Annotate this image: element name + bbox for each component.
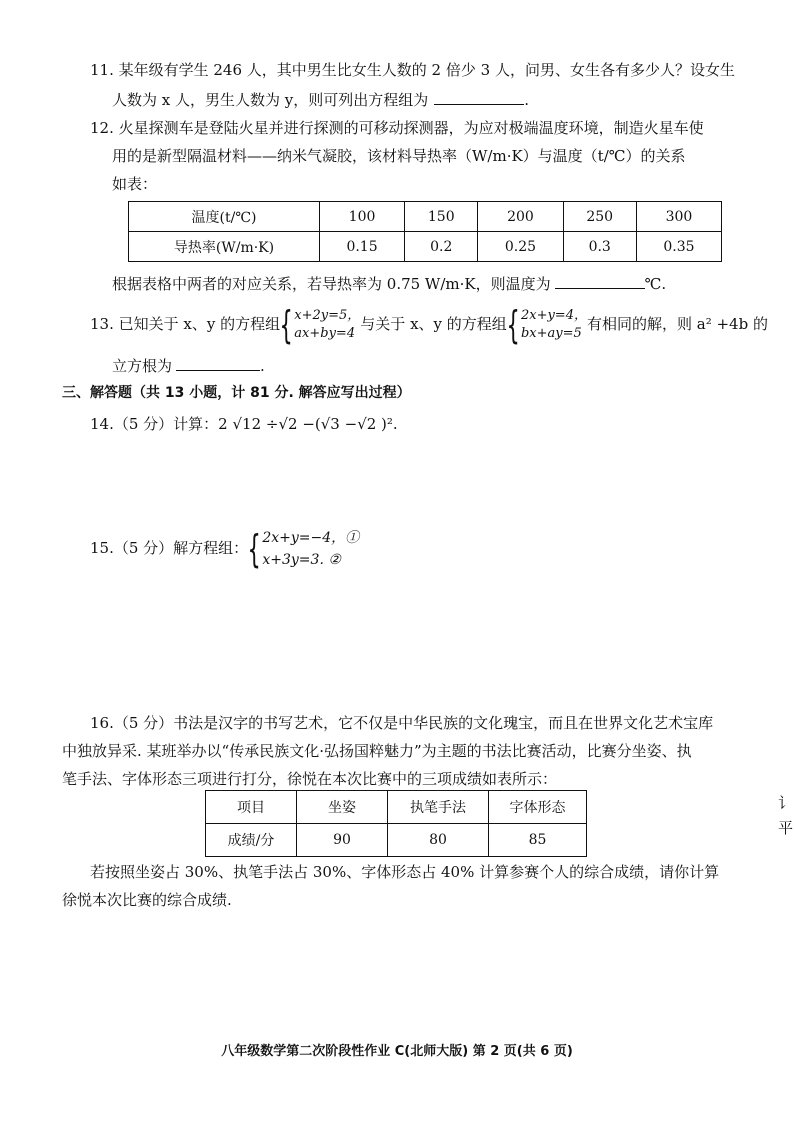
q15-system: { 2x+y=−4，① x+3y=3. ② [247, 527, 360, 571]
q12-answer-blank[interactable] [555, 274, 645, 289]
q12-table-row [129, 232, 722, 262]
q12-table-row [129, 202, 722, 232]
table-cell: 150 [405, 202, 478, 232]
table-cell: 坐姿 [297, 791, 388, 824]
brace-icon: { [506, 303, 520, 347]
table-cell: 0.25 [478, 232, 563, 262]
table-cell: 250 [563, 202, 636, 232]
table-cell: 300 [636, 202, 721, 232]
margin-char: 平 [778, 819, 794, 837]
q11-line2: 人数为 x 人，男生人数为 y，则可列出方程组为 . [112, 91, 530, 109]
q16-after2: 徐悦本次比赛的综合成绩. [62, 891, 232, 909]
q16-after1: 若按照坐姿占 30%、执笔手法占 30%、字体形态占 40% 计算参赛个人的综合成绩，请你计算 [90, 863, 720, 881]
table-cell: 0.35 [636, 232, 721, 262]
brace-icon: { [279, 303, 293, 347]
q16-line3: 笔手法、字体形态三项进行打分，徐悦在本次比赛中的三项成绩如表所示： [62, 770, 558, 788]
q14-text: 14.（5 分）计算：2 √12 ÷√2 −(√3 −√2 )². [90, 415, 398, 433]
page-footer: 八年级数学第二次阶段性作业 C(北师大版) 第 2 页(共 6 页) [221, 1044, 573, 1059]
table-cell: 执笔手法 [388, 791, 489, 824]
q12-table [128, 201, 722, 262]
q13-system-1: { x+2y=5， ax+by=4 [279, 303, 361, 347]
q11-answer-blank[interactable] [434, 90, 524, 105]
table-cell: 字体形态 [489, 791, 587, 824]
table-cell: 项目 [206, 791, 297, 824]
brace-icon: { [247, 527, 261, 571]
table-cell: 90 [297, 824, 388, 857]
q16-table [205, 790, 587, 857]
table-cell: 200 [478, 202, 563, 232]
q13-line2: 立方根为 . [112, 357, 265, 375]
q11-line1: 11. 某年级有学生 246 人，其中男生比女生人数的 2 倍少 3 人，问男、女生各有多少人？设女生 [90, 61, 735, 79]
q16-table-row [206, 824, 587, 857]
q15-answer-area[interactable] [90, 580, 730, 700]
table-cell: 温度(t/℃) [129, 202, 320, 232]
q16-table-row [206, 791, 587, 824]
q13-answer-blank[interactable] [176, 356, 260, 371]
table-cell: 0.3 [563, 232, 636, 262]
table-cell: 80 [388, 824, 489, 857]
q12-line2: 用的是新型隔温材料——纳米气凝胶，该材料导热率（W/m·K）与温度（t/℃）的关系 [112, 147, 686, 165]
section-title: 三、解答题（共 13 小题，计 81 分. 解答应写出过程） [62, 385, 411, 401]
q13-line1: 13. 已知关于 x、y 的方程组 { x+2y=5， ax+by=4 与关于 x、y 的方程组 { 2x+y=4， bx+ay=5 有相同的解，则 a² +4b 的 [90, 303, 768, 347]
table-cell: 0.2 [405, 232, 478, 262]
q16-line2: 中独放异采. 某班举办以“传承民族文化·弘扬国粹魅力”为主题的书法比赛活动，比赛分坐姿、执 [62, 742, 692, 760]
q15-line: 15.（5 分）解方程组： { 2x+y=−4，① x+3y=3. ② [90, 527, 360, 571]
table-cell: 成绩/分 [206, 824, 297, 857]
q12-line1: 12. 火星探测车是登陆火星并进行探测的可移动探测器，为应对极端温度环境，制造火星车使 [90, 119, 704, 137]
margin-char: 讠 [778, 794, 794, 812]
q14-answer-area[interactable] [90, 440, 730, 520]
q16-line1: 16.（5 分）书法是汉字的书写艺术，它不仅是中华民族的文化瑰宝，而且在世界文化艺术宝库 [90, 714, 714, 732]
q13-system-2: { 2x+y=4， bx+ay=5 [506, 303, 587, 347]
table-cell: 导热率(W/m·K) [129, 232, 320, 262]
q12-after: 根据表格中两者的对应关系，若导热率为 0.75 W/m·K，则温度为 ℃. [112, 275, 667, 293]
table-cell: 0.15 [320, 232, 405, 262]
q12-line3: 如表： [112, 175, 158, 193]
table-cell: 100 [320, 202, 405, 232]
table-cell: 85 [489, 824, 587, 857]
